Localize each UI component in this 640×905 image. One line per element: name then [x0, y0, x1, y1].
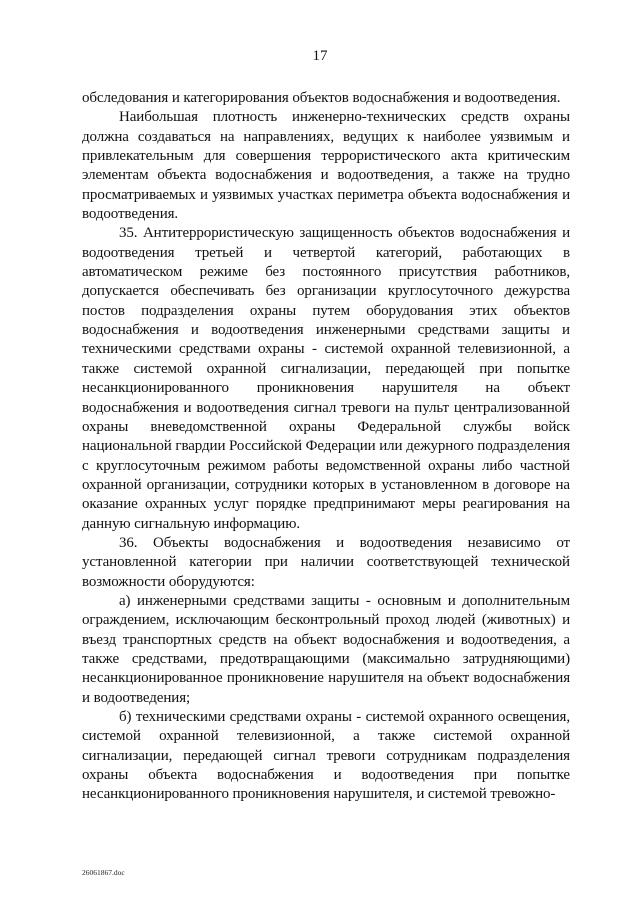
page-number: 17: [312, 48, 328, 64]
document-body: [82, 89, 570, 805]
paragraph-item-b: б) техническими средствами охраны - системой охранного освещения, системой охранной телевизионной, а также системой охранной сигнализации, передающей сигнал тревоги сотрудникам подразделения охраны объекта водоснабжения и водоотведения при попытке несанкционированного проникновения нарушителя, и системой тревожно-: [82, 709, 570, 803]
paragraph-item-a: а) инженерными средствами защиты - основным и дополнительным ограждением, исключающим бесконтрольный проход людей (животных) и въезд транспортных средств на объект водоснабжения и водоотведения, а также средствами, предотвращающими (максимально затрудняющими) несанкционированное проникновение нарушителя на объект водоснабжения и водоотведения;: [82, 592, 570, 706]
paragraph-protection-density: Наибольшая плотность инженерно-технических средств охраны должна создаваться на направлениях, ведущих к наиболее уязвимым и привлекательным для совершения террористического акта критическим элементам объекта водоснабжения и водоотведения, а также на трудно просматриваемых и уязвимых участках периметра объекта водоснабжения и водоотведения.: [82, 109, 570, 223]
paragraph-continuation: обследования и категорирования объектов водоснабжения и водоотведения.: [82, 90, 561, 106]
paragraph-clause-36: 36. Объекты водоснабжения и водоотведения независимо от установленной категории при наличии соответствующей технической возможности оборудуются:: [82, 534, 570, 590]
document-file-code: 26061867.doc: [82, 868, 125, 877]
paragraph-clause-35: 35. Антитеррористическую защищенность объектов водоснабжения и водоотведения третьей и четвертой категорий, работающих в автоматическом режиме без постоянного присутствия работников, допускается обеспечивать без организации круглосуточного дежурства постов подразделения охраны путем оборудования этих объектов водоснабжения и водоотведения инженерными средствами защиты и техническими средствами охраны - системой охранной телевизионной, а также системой охранной сигнализации, передающей при попытке несанкционированного проникновения нарушителя на объект водоснабжения и водоотведения сигнал тревоги на пульт централизованной охраны вневедомственной охраны Федеральной службы войск национальной гвардии Российской Федерации или дежурного подразделения с круглосуточным режимом работы ведомственной охраны либо частной охранной организации, сотрудники которых в установленном в договоре на оказание охранных услуг порядке предпринимают меры реагирования на данную сигнальную информацию.: [82, 225, 570, 532]
